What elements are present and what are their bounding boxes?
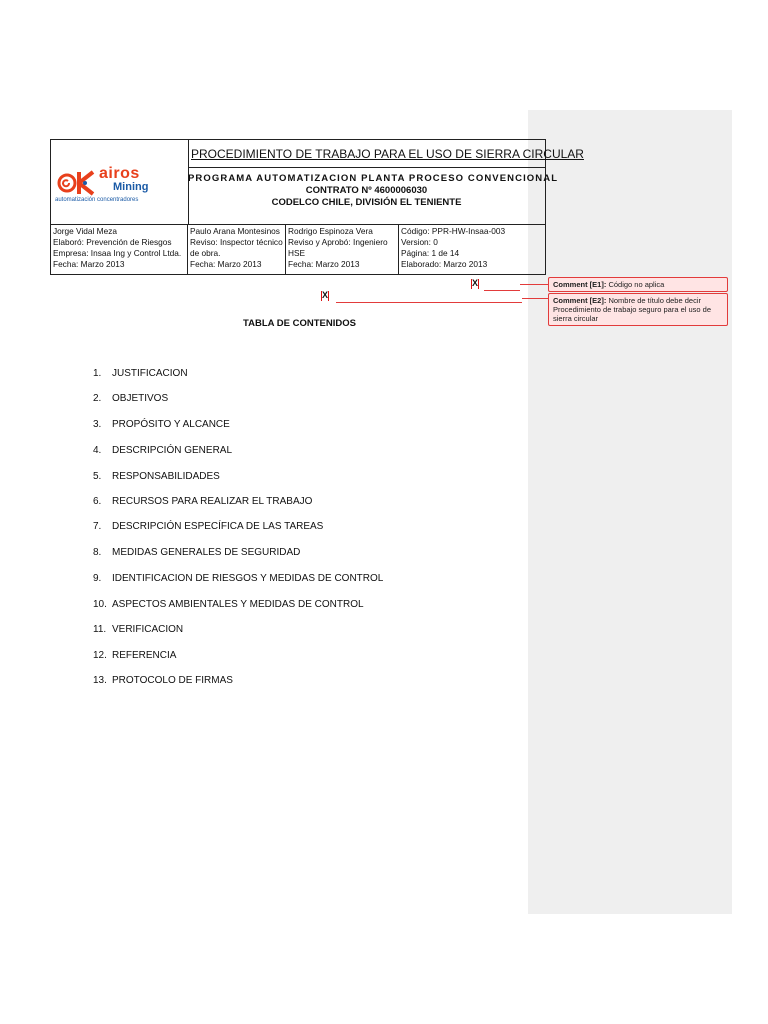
toc-item: 8. MEDIDAS GENERALES DE SEGURIDAD: [93, 547, 301, 558]
comment-e1[interactable]: [548, 277, 728, 292]
approved-by-cell: [286, 225, 399, 275]
toc-item: 9. IDENTIFICACION DE RIESGOS Y MEDIDAS DE CONTROL: [93, 573, 384, 584]
toc-item: 5. RESPONSABILIDADES: [93, 471, 220, 482]
cell-line: Elaboró: Prevención de Riesgos: [53, 237, 172, 247]
cell-line: Reviso y Aprobó: Ingeniero: [288, 237, 388, 247]
company-logo: [55, 164, 185, 224]
cell-line: Version: 0: [401, 237, 438, 247]
program-info: [188, 168, 559, 224]
toc-item: 3. PROPÓSITO Y ALCANCE: [93, 419, 230, 430]
document-title: PROCEDIMIENTO DE TRABAJO PARA EL USO DE SIERRA CIRCULAR: [191, 147, 584, 161]
toc-item: 2. OBJETIVOS: [93, 393, 169, 404]
cell-line: HSE: [288, 248, 306, 258]
comment-text: Nombre de título debe decir Procedimiento de trabajo seguro para el uso de sierra circular: [553, 296, 712, 323]
toc-title: TABLA DE CONTENIDOS: [243, 318, 356, 329]
reviewed-by-cell: [188, 225, 286, 275]
comment-e2[interactable]: [548, 293, 728, 326]
cell-line: Rodrigo Espinoza Vera: [288, 226, 373, 236]
program-line: PROGRAMA AUTOMATIZACION PLANTA PROCESO CONVENCIONAL: [188, 173, 559, 184]
cell-line: Página: 1 de 14: [401, 248, 460, 258]
logo-cell: [51, 140, 189, 224]
logo-brand-text: airos: [99, 165, 140, 182]
comment-marker-e2[interactable]: X: [322, 290, 329, 300]
cell-line: de obra.: [190, 248, 221, 258]
logo-tagline: automatización concentradores: [55, 197, 139, 203]
document-code-cell: [399, 225, 545, 275]
cell-line: Código: PPR-HW-Insaa-003: [401, 226, 506, 236]
prepared-by-cell: [51, 225, 188, 275]
comment-connector-e1: [484, 290, 520, 291]
comment-connector-e2: [336, 302, 522, 303]
cell-line: Empresa: Insaa Ing y Control Ltda.: [53, 248, 182, 258]
toc-item: 13. PROTOCOLO DE FIRMAS: [93, 675, 233, 686]
comment-connector-e2-end: [522, 298, 548, 299]
cell-line: Jorge Vidal Meza: [53, 226, 117, 236]
toc-item: 6. RECURSOS PARA REALIZAR EL TRABAJO: [93, 496, 313, 507]
comment-pane: [528, 110, 732, 914]
cell-line: Fecha: Marzo 2013: [190, 259, 262, 269]
title-row: [188, 140, 584, 168]
comment-label: Comment [E2]:: [553, 296, 607, 305]
toc-item: 12. REFERENCIA: [93, 650, 177, 661]
cell-line: Fecha: Marzo 2013: [288, 259, 360, 269]
cell-line: Paulo Arana Montesinos: [190, 226, 280, 236]
comment-text: Código no aplica: [608, 280, 665, 289]
logo-mining-text: Mining: [113, 181, 149, 193]
comment-label: Comment [E1]:: [553, 280, 607, 289]
toc-item: 7. DESCRIPCIÓN ESPECÍFICA DE LAS TAREAS: [93, 521, 324, 532]
cell-line: Elaborado: Marzo 2013: [401, 259, 488, 269]
toc-item: 11. VERIFICACION: [93, 624, 184, 635]
title-cell: [188, 140, 584, 224]
toc-item: 10. ASPECTOS AMBIENTALES Y MEDIDAS DE CONTROL: [93, 599, 364, 610]
cell-line: Reviso: Inspector técnico: [190, 237, 283, 247]
comment-connector-e1-end: [520, 284, 548, 285]
comment-marker-e1[interactable]: X: [472, 278, 479, 288]
kairos-logo-icon: [57, 168, 97, 196]
toc-item: 4. DESCRIPCIÓN GENERAL: [93, 445, 233, 456]
cell-line: Fecha: Marzo 2013: [53, 259, 125, 269]
signature-row: [51, 224, 545, 275]
division-line: CODELCO CHILE, DIVISIÓN EL TENIENTE: [271, 197, 462, 208]
header-table: [50, 139, 584, 275]
contract-line: CONTRATO Nº 4600006030: [305, 185, 428, 196]
toc-item: 1. JUSTIFICACION: [93, 368, 188, 379]
